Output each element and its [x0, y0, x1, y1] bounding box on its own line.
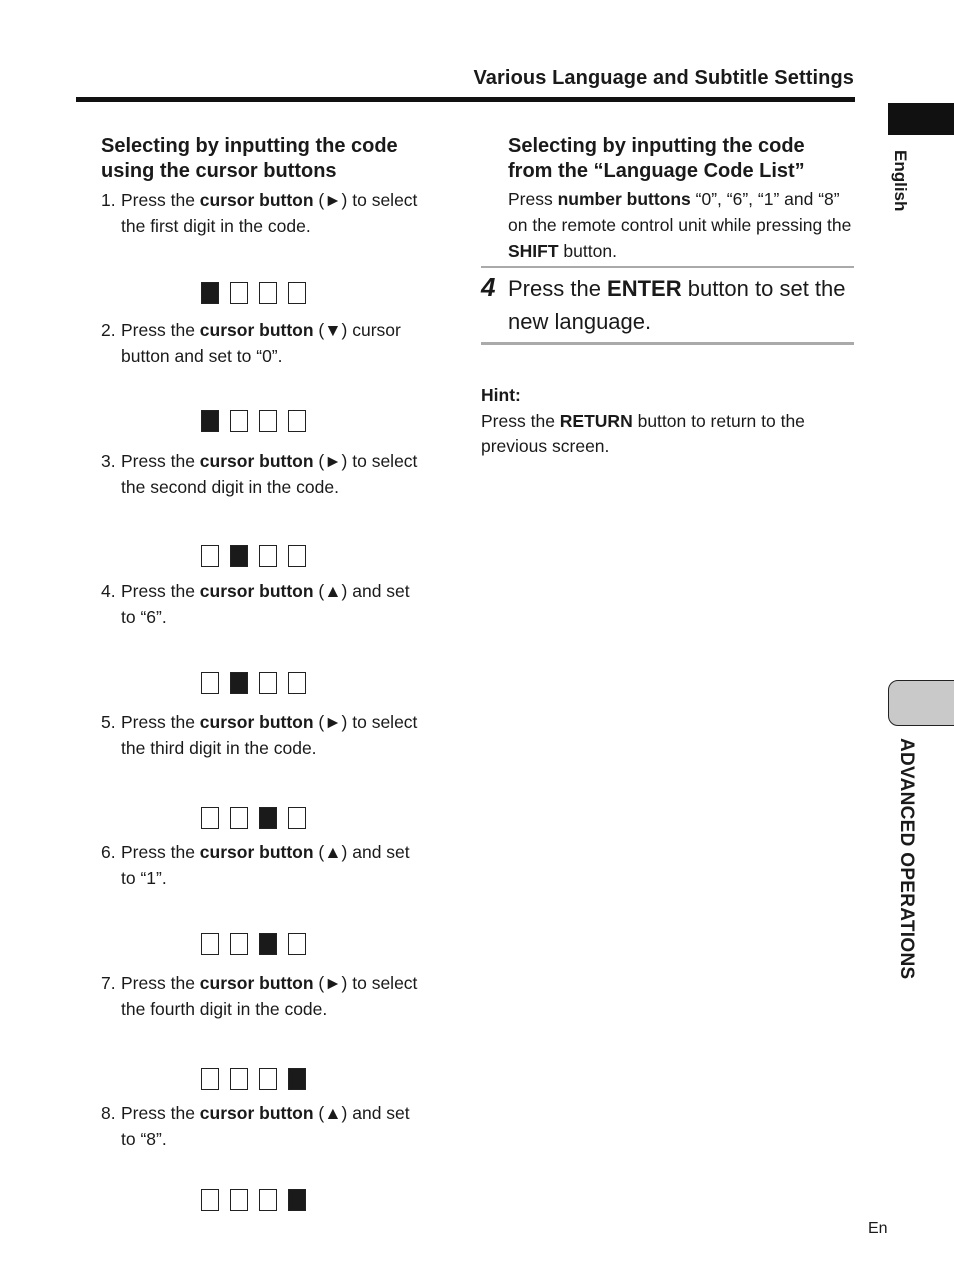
left-heading-line2: using the cursor buttons [101, 160, 337, 182]
step-text-bold: cursor button [199, 190, 314, 210]
step-number: 1. [101, 190, 116, 210]
step-text-bold: cursor button [199, 320, 314, 340]
code-entry-boxes [201, 672, 306, 694]
step-text-mid: (▲) and set [313, 581, 410, 601]
hint-text: Press the RETURN button to return to the previous screen. [481, 411, 805, 456]
step4-rule-top [481, 266, 854, 268]
code-digit-box [259, 1189, 277, 1211]
step-text-line2: to “1”. [121, 868, 167, 888]
code-digit-box [230, 933, 248, 955]
step-text-mid: (▲) and set [313, 842, 410, 862]
step-text-bold: cursor button [199, 1103, 314, 1123]
instruction-step [101, 839, 471, 891]
step-text-mid: (►) to select [313, 451, 418, 471]
step-text-bold: cursor button [199, 712, 314, 732]
code-digit-box-selected [230, 545, 248, 567]
step-text-mid: (▲) and set [313, 1103, 410, 1123]
code-digit-box [201, 545, 219, 567]
step-text-pre: Press the [121, 320, 200, 340]
code-digit-box [288, 933, 306, 955]
instruction-step [101, 709, 471, 761]
code-digit-box [259, 545, 277, 567]
instruction-step [101, 970, 471, 1022]
section-tab-label: ADVANCED OPERATIONS [896, 738, 917, 980]
step-text-bold: cursor button [199, 973, 314, 993]
code-entry-boxes [201, 410, 306, 432]
step-text-pre: Press the [121, 842, 200, 862]
step-number: 6. [101, 842, 116, 862]
step-text-mid: (►) to select [313, 190, 418, 210]
left-heading-line1: Selecting by inputting the code [101, 135, 398, 157]
code-digit-box [230, 1068, 248, 1090]
code-digit-box [259, 1068, 277, 1090]
instruction-step [101, 1100, 471, 1152]
code-digit-box-selected [288, 1068, 306, 1090]
code-digit-box [201, 933, 219, 955]
code-digit-box [230, 282, 248, 304]
step-text-bold: cursor button [199, 581, 314, 601]
code-digit-box [288, 410, 306, 432]
code-digit-box [201, 672, 219, 694]
step-number: 7. [101, 973, 116, 993]
code-digit-box [288, 282, 306, 304]
code-digit-box-selected [259, 933, 277, 955]
instruction-step [101, 578, 471, 630]
code-digit-box-selected [230, 672, 248, 694]
page-header-title: Various Language and Subtitle Settings [473, 67, 854, 89]
step-text-line2: to “8”. [121, 1129, 167, 1149]
right-body-text: Press number buttons “0”, “6”, “1” and “8” on the remote control unit while pressing the SHIFT button. [508, 189, 852, 261]
step4-text: Press the ENTER button to set the new language. [508, 276, 846, 334]
step-number: 4. [101, 581, 116, 601]
code-digit-box [201, 1068, 219, 1090]
language-tab-marker [888, 103, 954, 135]
code-entry-boxes [201, 282, 306, 304]
step-number: 2. [101, 320, 116, 340]
instruction-step [101, 187, 471, 239]
step-text-pre: Press the [121, 712, 200, 732]
step-text-line2: the second digit in the code. [121, 477, 339, 497]
code-digit-box [259, 282, 277, 304]
code-digit-box [259, 672, 277, 694]
code-digit-box [230, 1189, 248, 1211]
code-digit-box [288, 807, 306, 829]
code-entry-boxes [201, 545, 306, 567]
code-digit-box-selected [259, 807, 277, 829]
step4-rule-bottom [481, 342, 854, 345]
instruction-step [101, 317, 471, 369]
code-entry-boxes [201, 933, 306, 955]
step-text-line2: the first digit in the code. [121, 216, 311, 236]
left-heading [101, 134, 451, 184]
step-text-mid: (►) to select [313, 712, 418, 732]
code-digit-box-selected [201, 410, 219, 432]
code-digit-box [259, 410, 277, 432]
step-text-bold: cursor button [199, 451, 314, 471]
step-number: 5. [101, 712, 116, 732]
code-digit-box [201, 807, 219, 829]
header-rule [76, 97, 855, 102]
step-text-line2: to “6”. [121, 607, 167, 627]
right-heading-line1: Selecting by inputting the code [508, 135, 805, 157]
step-text-line2: the third digit in the code. [121, 738, 317, 758]
step-text-line2: the fourth digit in the code. [121, 999, 328, 1019]
step-text-line2: button and set to “0”. [121, 346, 283, 366]
code-digit-box [230, 410, 248, 432]
step-text-pre: Press the [121, 1103, 200, 1123]
code-digit-box [201, 1189, 219, 1211]
step4-number: 4 [481, 272, 496, 302]
language-tab-label: English [891, 150, 910, 212]
instruction-step [101, 448, 471, 500]
code-digit-box [288, 672, 306, 694]
right-heading [508, 134, 858, 184]
step-text-pre: Press the [121, 973, 200, 993]
step-text-bold: cursor button [199, 842, 314, 862]
step-number: 3. [101, 451, 116, 471]
code-entry-boxes [201, 807, 306, 829]
code-digit-box-selected [288, 1189, 306, 1211]
section-tab-marker [888, 680, 954, 726]
step-text-pre: Press the [121, 581, 200, 601]
code-entry-boxes [201, 1189, 306, 1211]
code-digit-box [230, 807, 248, 829]
code-entry-boxes [201, 1068, 306, 1090]
page-footer-suffix: En [868, 1220, 888, 1237]
step-text-mid: (►) to select [313, 973, 418, 993]
code-digit-box [288, 545, 306, 567]
step-text-mid: (▼) cursor [313, 320, 401, 340]
step-text-pre: Press the [121, 451, 200, 471]
step-number: 8. [101, 1103, 116, 1123]
hint-label: Hint: [481, 385, 521, 405]
code-digit-box-selected [201, 282, 219, 304]
step-text-pre: Press the [121, 190, 200, 210]
right-heading-line2: from the “Language Code List” [508, 160, 805, 182]
